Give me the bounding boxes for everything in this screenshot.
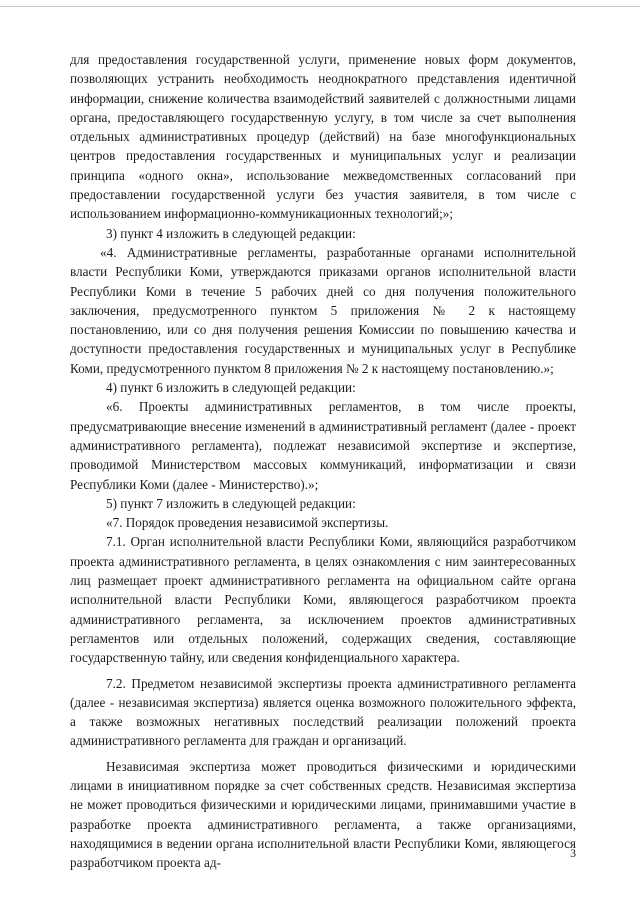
- paragraph-item-5: 5) пункт 7 изложить в следующей редакции:: [106, 495, 356, 511]
- paragraph-clause-7: «7. Порядок проведения независимой экспертизы.: [106, 515, 389, 531]
- paragraph-clause-6: «6. Проекты административных регламентов, в том числе проекты, предусматривающие внесение изменений в административный регламент (далее - проект административного регламента), подлежат независимой экспертизе и экспертизе, проводимой Министерством массовых коммуникаций, информатизации и связи Республики Коми (далее - Министерство).»;: [70, 399, 576, 492]
- scan-edge-line: [0, 6, 640, 7]
- page-number: 3: [570, 848, 576, 860]
- paragraph-item-4: 4) пункт 6 изложить в следующей редакции:: [106, 380, 356, 396]
- paragraph-item-3: 3) пункт 4 изложить в следующей редакции:: [106, 225, 356, 241]
- paragraph-clause-7-2: 7.2. Предметом независимой экспертизы проекта административного регламента (далее - независимая экспертиза) является оценка возможного положительного эффекта, а также возможных негативных последствий реализации положений проекта административного регламента для граждан и организаций.: [70, 675, 576, 749]
- document-body: [70, 50, 576, 872]
- paragraph-clause-4: «4. Административные регламенты, разработанные органами исполнительной власти Республики Коми, утверждаются приказами органов исполнительной власти Республики Коми в течение 5 рабочих дней со дня получения положительного заключения, предусмотренного пунктом 5 приложения № 2 к настоящему постановлению, или со дня получения решения Комиссии по повышению качества и доступности предоставления государственных и муниципальных услуг в Республике Коми, предусмотренного пунктом 8 приложения № 2 к настоящему постановлению.»;: [70, 244, 576, 376]
- paragraph-independent-expertise: Независимая экспертиза может проводиться физическими и юридическими лицами в инициативном порядке за счет собственных средств. Независимая экспертиза не может проводиться физическими и юридическими лицами, принимавшими участие в разработке проекта административного регламента, а также организациями, находящимися в ведении органа исполнительной власти Республики Коми, являющегося разработчиком проекта ад-: [70, 758, 576, 871]
- paragraph-continuation: для предоставления государственной услуги, применение новых форм документов, позволяющих устранить необходимость неоднократного представления идентичной информации, снижение количества взаимодействий заявителей с должностными лицами органа, предоставляющего государственную услугу, в том числе за счет выполнения отдельных административных процедур (действий) на базе многофункциональных центров предоставления государственных и муниципальных услуг и реализации принципа «одного окна», использование межведомственных согласований при предоставлении государственной услуги без участия заявителя, в том числе с использованием информационно-коммуникационных технологий;»;: [70, 52, 576, 222]
- paragraph-clause-7-1: 7.1. Орган исполнительной власти Республики Коми, являющийся разработчиком проекта административного регламента, в целях ознакомления с ним заинтересованных лиц размещает проект административного регламента на официальном сайте органа исполнительной власти Республики Коми, являющегося разработчиком проекта административного регламента, за исключением проектов административных регламентов или отдельных положений, содержащих сведения, составляющие государственную тайну, или сведения конфиденциального характера.: [70, 534, 576, 666]
